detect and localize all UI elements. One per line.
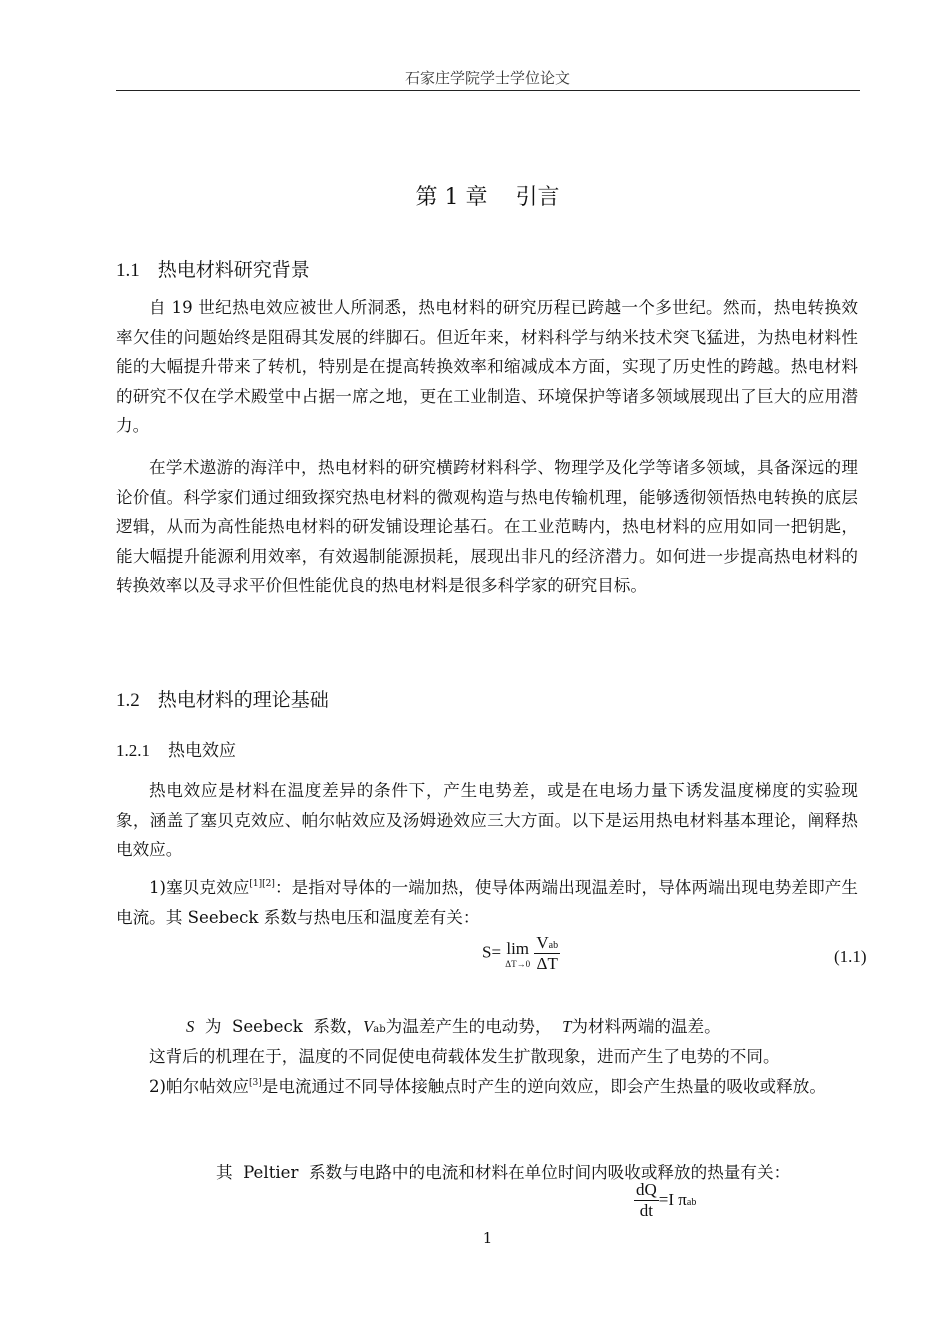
page-number: 1: [482, 1229, 493, 1247]
limit: [505, 939, 530, 969]
subsection-number: 1.2.1: [116, 741, 150, 760]
paragraph-5: 这背后的机理在于，温度的不同促使电荷载体发生扩散现象，进而产生了电势的不同。: [149, 1047, 780, 1066]
fraction-numerator: Vab: [536, 933, 559, 952]
peltier-label: 2)帕尔帖效应: [149, 1077, 249, 1096]
paragraph-3: 热电效应是材料在温度差异的条件下，产生电势差，或是在电场力量下诱发温度梯度的实验现象，涵盖了塞贝克效应、帕尔帖效应及汤姆逊效应三大方面。以下是运用热电材料基本理论，阐释热电效应。: [116, 781, 858, 859]
citation-ref: [3]: [249, 1078, 262, 1088]
header-rule: [116, 90, 860, 91]
subsection-title: 热电效应: [168, 741, 236, 761]
chapter-title: 第 1 章 引言: [415, 185, 560, 210]
equation-lhs: S=: [482, 942, 502, 962]
section-heading-1-1: [116, 255, 310, 282]
fraction-denominator: dt: [639, 1201, 653, 1220]
paragraph-4: [116, 873, 858, 932]
fraction-numerator: dQ: [636, 1180, 657, 1199]
subsection-heading-1-2-1: [116, 736, 236, 761]
fraction: [534, 933, 560, 974]
fraction-denominator: ΔT: [536, 954, 558, 973]
peltier-text: 是电流通过不同导体接触点时产生的逆向效应，即会产生热量的吸收或释放。: [261, 1077, 826, 1096]
equation-number: (1.1): [834, 947, 867, 966]
equation-rhs: =I πab: [658, 1190, 697, 1209]
paragraph-7: 其 Peltier 系数与电路中的电流和材料在单位时间内吸收或释放的热量有关：: [216, 1163, 791, 1182]
section-heading-1-2: [116, 685, 329, 712]
seebeck-label: 1)塞贝克效应: [149, 878, 250, 897]
citation-ref: [1][2]: [249, 879, 275, 889]
equation-1-description: S 为 Seebeck 系数，Vab为温差产生的电动势， T为材料两端的温差。: [186, 1017, 721, 1036]
equation-1: [482, 933, 560, 974]
limit-operator: lim: [506, 938, 530, 958]
section-number: 1.1: [116, 260, 140, 281]
section-number: 1.2: [116, 690, 140, 711]
paragraph-2: 在学术遨游的海洋中，热电材料的研究横跨材料科学、物理学及化学等诸多领域，具备深远的理论价值。科学家们通过细致探究热电材料的微观构造与热电传输机理，能够透彻领悟热电转换的底层逻辑，从而为高性能热电材料的研发铺设理论基石。在工业范畴内，热电材料的应用如同一把钥匙，能大幅提升能源利用效率，有效遏制能源损耗，展现出非凡的经济潜力。如何进一步提高热电材料的转换效率以及寻求平价但性能优良的热电材料是很多科学家的研究目标。: [116, 458, 858, 595]
limit-subscript: ΔT→0: [505, 958, 531, 969]
paragraph-1: 自 19 世纪热电效应被世人所洞悉，热电材料的研究历程已跨越一个多世纪。然而，热电转换效率欠佳的问题始终是阻碍其发展的绊脚石。但近年来，材料科学与纳米技术突飞猛进，为热电材料性能的大幅提升带来了转机，特别是在提高转换效率和缩减成本方面，实现了历史性的跨越。热电材料的研究不仅在学术殿堂中占据一席之地，更在工业制造、环境保护等诸多领域展现出了巨大的应用潜力。: [116, 298, 858, 435]
running-header: 石家庄学院学士学位论文: [404, 69, 570, 87]
section-title: 热电材料研究背景: [157, 259, 310, 281]
equation-2: [634, 1180, 696, 1220]
seebeck-text: ：是指对导体的一端加热，使导体两端出现温差时，导体两端出现电势差即产生电流。其 Seebeck 系数与热电压和温度差有关：: [116, 878, 859, 927]
fraction: [634, 1180, 659, 1220]
paragraph-6: [116, 1072, 858, 1102]
section-title: 热电材料的理论基础: [157, 689, 329, 711]
